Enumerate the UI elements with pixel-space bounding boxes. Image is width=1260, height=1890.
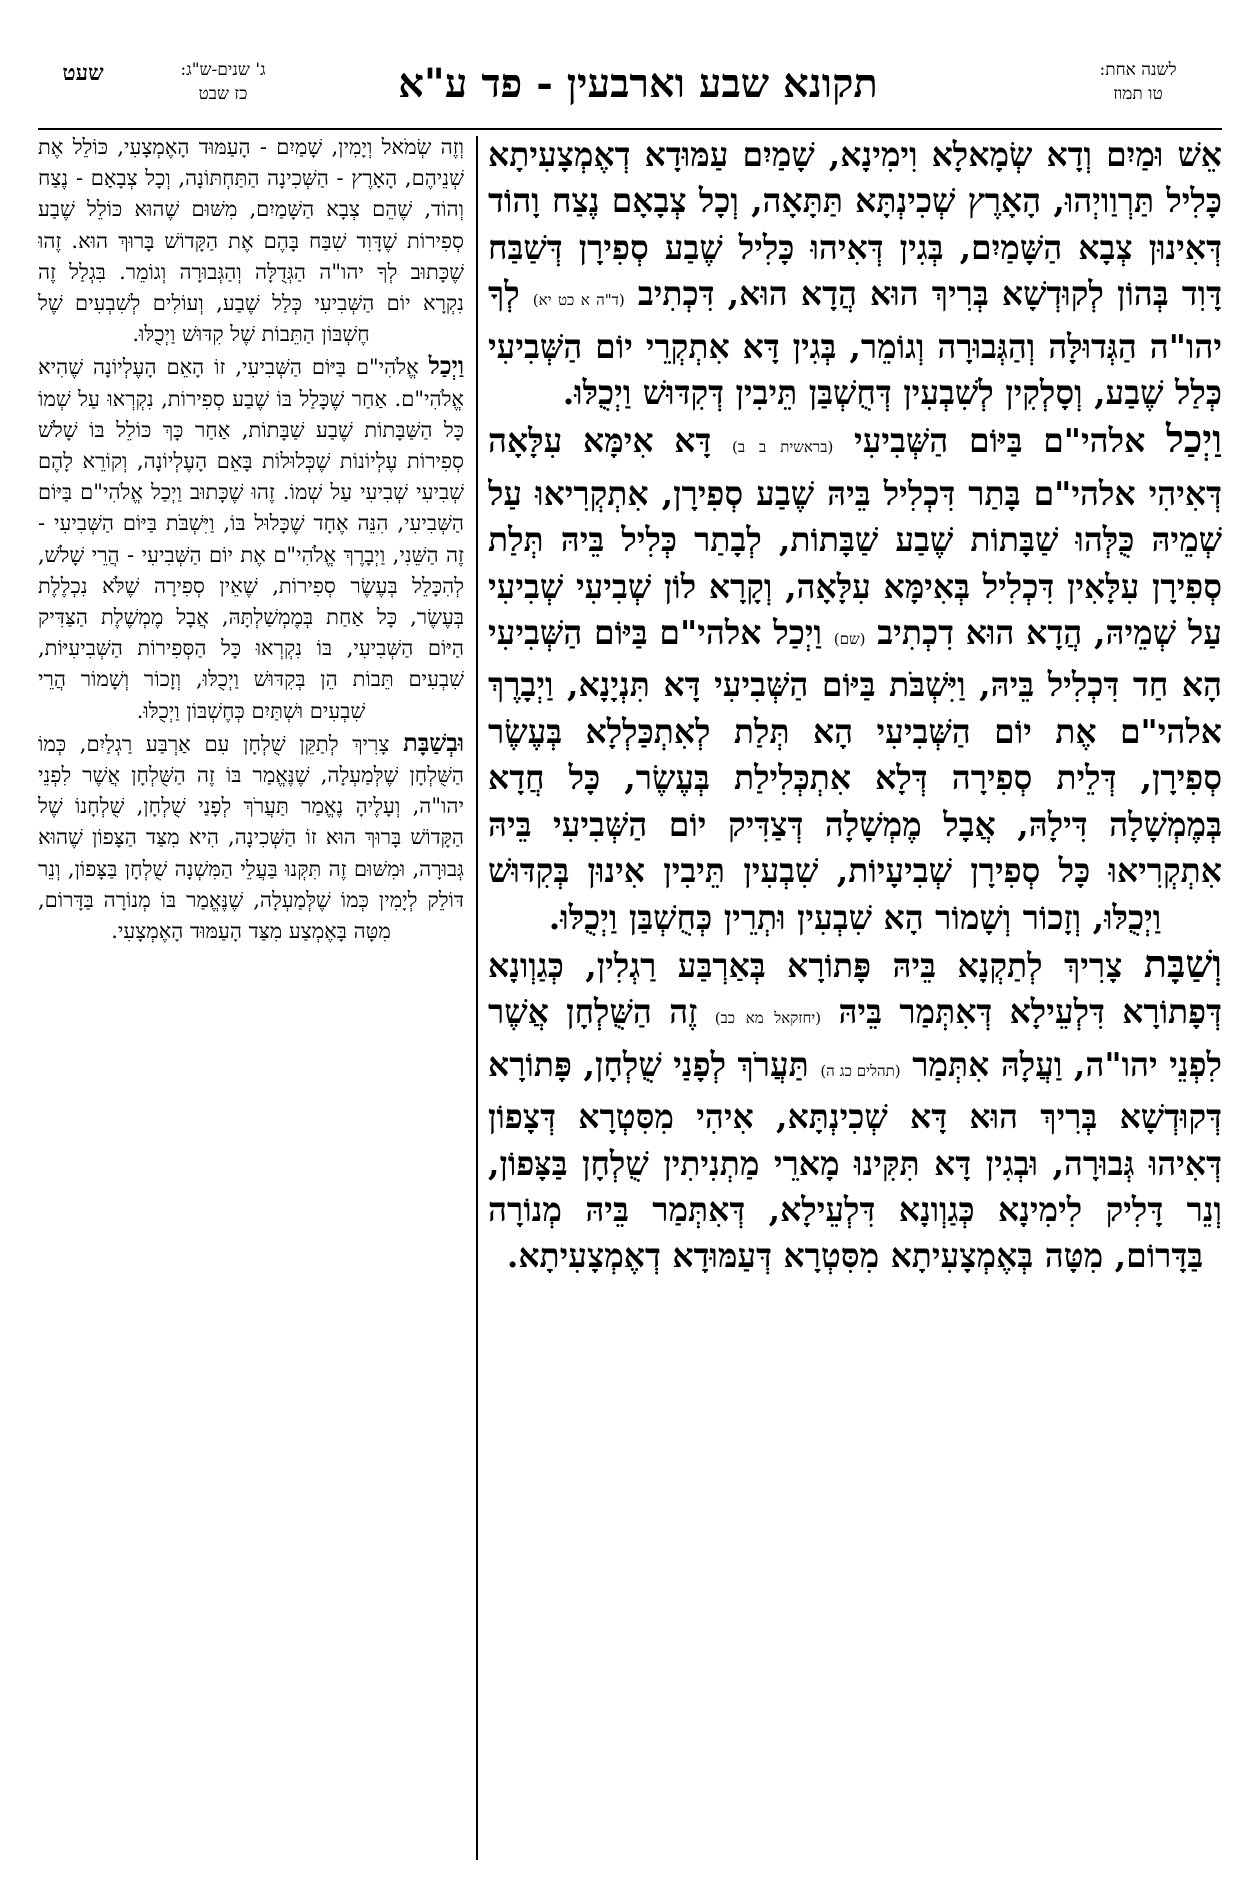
main-paragraph-2	[488, 416, 1222, 940]
main-text: אלהי"ם בַּיּוֹם הַשְּׁבִיעִי	[854, 421, 1146, 461]
side-paragraph-3	[38, 727, 464, 947]
side-paragraph-2	[38, 350, 464, 726]
side-text: אֱלֹהִי"ם בַּיּוֹם הַשְּׁבִיעִי, זוֹ הָאֵם הָעֶלְיוֹנָה שֶׁהִיא אֱלֹהִי"ם. אַחַר שֶׁכָּלַל בּוֹ שֶׁבַע סְפִירוֹת, נִקְרְאוּ עַל שְׁמוֹ כָּל הַשַּׁבָּתוֹת שֶׁבַע שַׁבָּתוֹת, אַחַר כָּךְ כּוֹלֵל בּוֹ שָׁלֹשׁ סְפִירוֹת עֶלְיוֹנוֹת שֶׁכְּלוּלוֹת בָּאֵם הָעֶלְיוֹנָה, וְקוֹרֵא לָהֶם שְׁבִיעִי שְׁבִיעִי עַל שְׁמוֹ. זֶהוּ שֶׁכָּתוּב וַיְכַל אֱלֹהִי"ם בַּיּוֹם הַשְּׁבִיעִי, הִנֵּה אֶחָד שֶׁכָּלוּל בּוֹ, וַיִּשְׁבֹּת בַּיּוֹם הַשְּׁבִיעִי - זֶה הַשֵּׁנִי, וַיְבָרֶךְ אֱלֹהִי"ם אֶת יוֹם הַשְּׁבִיעִי - הֲרֵי שָׁלֹשׁ, לְהִכָּלֵל בְּעֶשֶׂר סְפִירוֹת, שֶׁאֵין סְפִירָה שֶׁלֹּא נִכְלֶלֶת בְּעֶשֶׂר, כָּל אַחַת בְּמֶמְשַׁלְתָּהּ, אֲבָל מֶמְשֶׁלֶת הַצַּדִּיק הַיּוֹם הַשְּׁבִיעִי, בּוֹ נִקְרְאוּ כָּל הַסְּפִירוֹת הַשְּׁבִיעִיּוֹת, שִׁבְעִים תֵּבוֹת הֵן בְּקִדּוּשׁ וַיְכֻלּוּ, וְזָכוֹר וְשָׁמוֹר הֲרֵי שִׁבְעִים וּשְׁתַּיִם כְּחֶשְׁבּוֹן וַיְכֻלּוּ.	[38, 355, 464, 723]
side-text: וְזֶה שְׂמֹאל וְיָמִין, שָׁמַיִם - הָעַמּוּד הָאֶמְצָעִי, כּוֹלֵל אֶת שְׁנֵיהֶם, הָאָרֶץ - הַשְּׁכִינָה הַתַּחְתּוֹנָה, וְכָל צְבָאָם - נֶצַח וְהוֹד, שֶׁהֵם צְבָא הַשָּׁמַיִם, מִשּׁוּם שֶׁהוּא כּוֹלֵל שֶׁבַע סְפִירוֹת שֶׁדָּוִד שִׁבַּח בָּהֶם אֶת הַקָּדוֹשׁ בָּרוּךְ הוּא. זֶהוּ שֶׁכָּתוּב לְךָ יהו"ה הַגְּדֻלָּה וְהַגְּבוּרָה וְגוֹמֵר. בִּגְלַל זֶה נִקְרָא יוֹם הַשְּׁבִיעִי כְּלַל שֶׁבַע, וְעוֹלִים לְשִׁבְעִים שֶׁל חֶשְׁבּוֹן הַתֵּבוֹת שֶׁל קִדּוּשׁ וַיְכֻלּוּ.	[38, 135, 464, 347]
header-left	[138, 58, 308, 106]
main-text: וַיְכַל אלהי"ם בַּיּוֹם הַשְּׁבִיעִי הָא חַד דִּכְלִיל בֵּיהּ, וַיִּשְׁבֹּת בַּיּוֹם הַשְּׁבִיעִי דָּא תִּנְיָנָא, וַיְבָרֶךְ אלהי"ם אֶת יוֹם הַשְּׁבִיעִי הָא תְּלַת לְאִתְכַּלְלָא בְּעֶשֶׂר סְפִירָן, דְּלֵית סְפִירָה דְּלָא אִתְכְּלִילַת בְּעֶשֶׂר, כָּל חֲדָא בְּמֶמְשָׁלָה דִּילָהּ, אֲבָל מֶמְשָׁלָה דְּצַדִּיק יוֹם הַשְּׁבִיעִי בֵּיהּ אִתְקְרִיאוּ כָּל סְפִירָן שְׁבִיעָיוֹת, שִׁבְעִין תֵּיבִין אִינוּן בְּקִדּוּשׁ וַיְכֻלּוּ, וְזָכוֹר וְשָׁמוֹר הָא שִׁבְעִין וּתְרֵין כְּחֻשְׁבַּן וַיְכֻלּוּ.	[488, 613, 1222, 937]
opening-word: וַיְכַל	[1165, 416, 1222, 462]
hebrew-translation-column	[38, 132, 464, 1862]
opening-word: וּבְשַׁבָּת	[403, 727, 464, 757]
side-paragraph-1	[38, 132, 464, 350]
opening-word: וַיְכַל	[428, 351, 464, 381]
study-date-label: טו תמוז	[1113, 84, 1163, 104]
main-text: לְךָ יהו"ה הַגְּדוּלָּה וְהַגְּבוּרָה וְגוֹמֵר, בְּגִין דָּא אִתְקְרֵי יוֹם הַשְּׁבִיעִי כְּלַל שֶׁבַע, וְסָלְקִין לְשִׁבְעִין דְּחֻשְׁבַּן תֵּיבִין דְּקִדּוּשׁ וַיְכֻלּוּ.	[488, 274, 1222, 413]
main-paragraph-1	[488, 132, 1222, 416]
source-reference: (שם)	[833, 630, 866, 649]
header-right	[1058, 58, 1218, 106]
opening-word: וְשַׁבָּת	[1143, 940, 1222, 986]
source-reference: (בראשית ב ב)	[731, 438, 834, 457]
page-title: תקונא שבע וארבעין - פד ע"א	[398, 60, 878, 107]
page-header	[38, 58, 1222, 122]
source-reference: (תהלים כג ה)	[820, 1061, 901, 1080]
main-text: אֵשׁ וּמַיִם וְדָא שְׂמָאלָא וִימִינָא, שָׁמַיִם עַמּוּדָא דְאֶמְצָעִיתָא כָּלִיל תַּרְוַויְהוּ, הָאָרֶץ שְׁכִינְתָּא תַּתָּאָה, וְכָל צְבָאָם נֶצַח וָהוֹד דְּאִינוּן צְבָא הַשָּׁמַיִם, בְּגִין דְּאִיהוּ כָּלִיל שֶׁבַע סְפִירָן דְּשַׁבַּח דָּוִד בְּהוֹן לְקוּדְשָׁא בְּרִיךְ הוּא הֲדָא הוּא, דִּכְתִיב	[488, 135, 1222, 314]
main-text: דָּא אִימָּא עִלָּאָה דְּאִיהִי אלהי"ם בָּתַר דִּכְלִיל בֵּיהּ שֶׁבַע סְפִירָן, אִתְקְרִיאוּ עַל שְׁמֵיהּ כֻּלְּהוּ שַׁבָּתוֹת שֶׁבַע שַׁבָּתוֹת, לְבָתַר כְּלִיל בֵּיהּ תְּלַת סְפִירָן עִלָּאִין דִּכְלִיל בְּאִימָּא עִלָּאָה, וְקָרָא לוֹן שְׁבִיעִי שְׁבִיעִי עַל שְׁמֵיהּ, הֲדָא הוּא דִכְתִיב	[488, 421, 1222, 653]
main-text: צָרִיךְ לְתַקְנָא בֵּיהּ פָּתוֹרָא בְּאַרְבַּע רַגְלִין, כְּגַוְונָא דְּפָתוֹרָא דִּלְעֵילָא דְּאִתְּמַר בֵּיהּ	[488, 945, 1222, 1032]
column-divider	[476, 136, 478, 1860]
aramaic-text-column	[488, 132, 1222, 1862]
three-year-date-label: כז שבט	[198, 84, 248, 104]
study-cycle-label: לשנה אחת:	[1099, 60, 1177, 80]
source-reference: (ד"ה א כט יא)	[532, 291, 625, 310]
three-year-cycle-label: ג' שנים-ש"ג:	[180, 60, 266, 80]
side-text: צָרִיךְ לְתַקֵּן שֻׁלְחָן עִם אַרְבַּע רַגְלַיִם, כְּמוֹ הַשֻּׁלְחָן שֶׁלְּמַעְלָה, שֶׁנֶּאֱמַר בּוֹ זֶה הַשֻּׁלְחָן אֲשֶׁר לִפְנֵי יהו"ה, וְעָלֶיהָ נֶאֱמַר תַּעֲרֹךְ לְפָנַי שֻׁלְחָן, שֻׁלְחָנוֹ שֶׁל הַקָּדוֹשׁ בָּרוּךְ הוּא זוֹ הַשְּׁכִינָה, הִיא מִצַּד הַצָּפוֹן שֶׁהוּא גְּבוּרָה, וּמִשּׁוּם זֶה תִּקְּנוּ בַּעֲלֵי הַמִּשְׁנָה שֻׁלְחָן בַּצָּפוֹן, וְנֵר דּוֹלֵק לְיָמִין כְּמוֹ שֶׁלְּמַעְלָה, שֶׁנֶּאֱמַר בּוֹ מְנוֹרָה בַּדָּרוֹם, מִטָּה בָּאֶמְצַע מִצַּד הָעַמּוּד הָאֶמְצָעִי.	[38, 731, 464, 944]
header-rule	[38, 128, 1222, 130]
main-text: תַּעֲרֹךְ לְפָנַי שֻׁלְחָן, פָּתוֹרָא דְּקוּדְשָׁא בְּרִיךְ הוּא דָּא שְׁכִינְתָּא, אִיהִי מִסִּטְרָא דְּצָפוֹן דְּאִיהוּ גְּבוּרָה, וּבְגִין דָּא תִּקִּינוּ מָארֵי מַתְנִיתִין שֻׁלְחָן בַּצָּפוֹן, וְנֵר דָּלִיק לִימִינָא כְּגַוְונָא דִּלְעֵילָא, דְּאִתְּמַר בֵּיהּ מְנוֹרָה בַּדָּרוֹם, מִטָּה בְּאֶמְצָעִיתָא מִסִּטְרָא דְּעַמּוּדָא דְאֶמְצָעִיתָא.	[488, 1044, 1222, 1276]
main-text: זֶה הַשֻּׁלְחָן אֲשֶׁר לִפְנֵי יהו"ה, וַעֲלָהּ אִתְּמַר	[488, 992, 1222, 1084]
main-paragraph-3	[488, 941, 1222, 1280]
page-number: שעט	[62, 60, 104, 86]
source-reference: (יחזקאל מא כב)	[714, 1009, 822, 1028]
